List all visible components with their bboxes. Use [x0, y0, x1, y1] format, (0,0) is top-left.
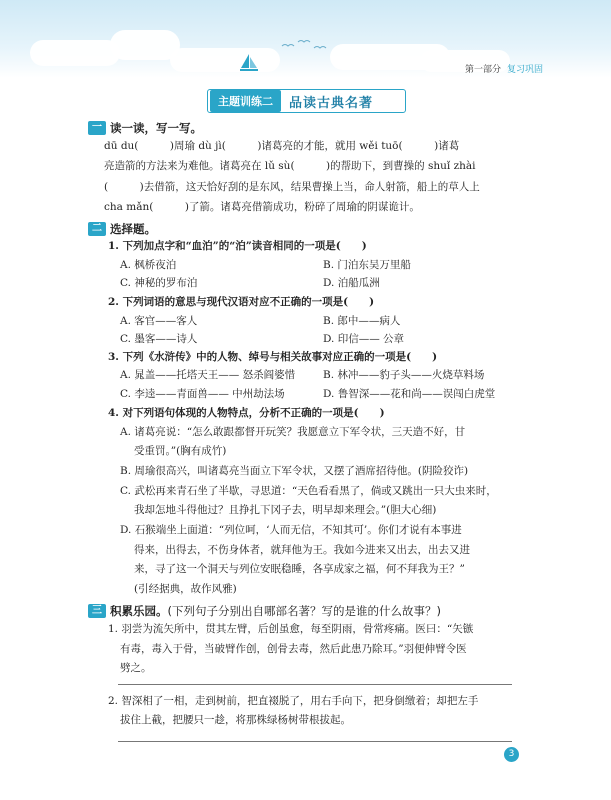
option-line: D. 石猴端坐上面道：“列位呵，‘人而无信，不知其可’。你们才说有本事进 — [120, 524, 462, 536]
cloud-decoration — [170, 48, 280, 72]
passage-line: 劈之。 — [120, 662, 152, 674]
text-line: ( )去借箭，这天恰好刮的是东风，结果曹操上当，命人射箭，船上的草人上 — [104, 181, 480, 193]
option-line: (引经据典，故作风雅) — [134, 583, 237, 595]
section-title: 读一读，写一写。 — [110, 121, 202, 135]
section-2-heading — [88, 221, 156, 237]
passage-line: 2. 智深相了一相，走到树前，把直裰脱了，用右手向下，把身倒缴着；却把左手 — [108, 695, 479, 707]
option-line: B. 周瑜很高兴，叫诸葛亮当面立下军令状，又摆了酒席招待他。(阴险狡诈) — [120, 465, 469, 477]
section-number: 三 — [88, 604, 106, 618]
option: A. 晁盖——托塔天王—— 怒杀阎婆惜 — [120, 369, 296, 381]
option-line: A. 诸葛亮说：“怎么敢跟都督开玩笑？我愿意立下军令状，三天造不好，甘 — [120, 426, 466, 438]
section-title: 积累乐园。 — [110, 604, 168, 618]
section-label: 复习巩固 — [506, 65, 543, 75]
option-line: 来，寻了这一个洞天与列位安眠稳睡，各享成家之福，何不拜我为王？” — [134, 563, 465, 575]
section-number: 二 — [88, 222, 106, 236]
text-line: 亮造箭的方法来为难他。诸葛亮在 lǔ sù( )的帮助下，到曹操的 shuǐ zhài — [104, 160, 476, 172]
option-line: 我却怎地斗得他过？且挣扎下冈子去，明早却来理会。”(胆大心细) — [134, 504, 437, 516]
passage-line: 有毒，毒入于骨，当破臂作创，创骨去毒，然后此患乃除耳。”羽便伸臂令医 — [120, 643, 467, 655]
passage-line: 1. 羽尝为流矢所中，贯其左臂，后创虽愈，每至阴雨，骨常疼痛。医曰：“矢镞 — [108, 623, 474, 635]
option: D. 鲁智深——花和尚——误闯白虎堂 — [323, 388, 496, 400]
question-stem: 2. 下列词语的意思与现代汉语对应不正确的一项是( ) — [108, 296, 375, 308]
question-stem: 4. 对下列语句体现的人物特点，分析不正确的一项是( ) — [108, 407, 385, 419]
passage-line: 拔住上截，把腰只一趁，将那株绿杨树带根拔起。 — [120, 714, 351, 726]
option: B. 郎中——病人 — [323, 315, 401, 327]
option-line: 得来，出得去，不伤身体者，就拜他为王。我如今进来又出去，出去又进 — [134, 544, 470, 556]
option: D. 泊船瓜洲 — [323, 277, 380, 289]
cloud-decoration — [110, 30, 180, 60]
option: C. 神秘的罗布泊 — [120, 277, 198, 289]
question-stem: 3. 下列《水浒传》中的人物、绰号与相关故事对应正确的一项是( ) — [108, 351, 438, 363]
section-1-heading — [88, 120, 202, 136]
question-stem: 1. 下列加点字和“血泊”的“泊”读音相同的一项是( ) — [108, 240, 367, 252]
part-label: 第一部分 — [464, 65, 501, 75]
option: A. 客官——客人 — [120, 315, 198, 327]
option: A. 枫桥夜泊 — [120, 259, 177, 271]
option: B. 门泊东吴万里船 — [323, 259, 411, 271]
section-3-heading — [88, 603, 441, 619]
birds-icon — [280, 38, 330, 58]
option: C. 墨客——诗人 — [120, 333, 198, 345]
sailboat-icon — [238, 52, 260, 74]
title-tag: 主题训练二 — [210, 90, 281, 112]
section-number: 一 — [88, 121, 106, 135]
section-title: 选择题。 — [110, 222, 156, 236]
option-line: C. 武松再来青石坐了半歇，寻思道：“天色看看黑了，倘或又跳出一只大虫来时， — [120, 485, 497, 497]
title-box — [207, 89, 406, 113]
text-line: dū du( )周瑜 dù jì( )诸葛亮的才能，就用 wěi tuō( )诸葛 — [104, 140, 460, 152]
option: D. 印信—— 公章 — [323, 333, 405, 345]
answer-line[interactable] — [118, 684, 512, 685]
page-number: 3 — [504, 747, 519, 762]
page-tag — [465, 62, 543, 75]
option: C. 李逵——青面兽—— 中州劫法场 — [120, 388, 285, 400]
option: B. 林冲——豹子头——火烧草料场 — [323, 369, 485, 381]
answer-line[interactable] — [118, 741, 512, 742]
cloud-decoration — [30, 40, 120, 66]
option-line: 受重罚。”(胸有成竹) — [134, 445, 227, 457]
section-note: (下列句子分别出自哪部名著？写的是谁的什么故事？) — [167, 604, 441, 618]
text-line: cha mǎn( )了箭。诸葛亮借箭成功，粉碎了周瑜的阴谋诡计。 — [104, 201, 420, 213]
page-title: 品读古典名著 — [289, 95, 374, 111]
